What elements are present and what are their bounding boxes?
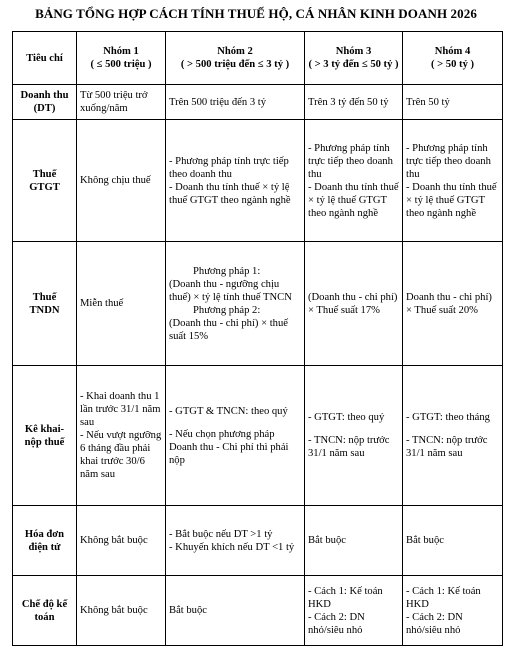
- method-2-text: (Doanh thu - chi phí) × thuế suất 15%: [169, 317, 288, 342]
- group-3-range: ( > 3 tỷ đến ≤ 50 tỷ ): [308, 59, 399, 70]
- spacer: [308, 424, 399, 434]
- method-1-label: Phương pháp 1:: [193, 265, 261, 277]
- tax-summary-table: [12, 31, 503, 646]
- row-revenue: [13, 85, 503, 120]
- row-label-invoice: [13, 506, 77, 576]
- cell-pit-g3: (Doanh thu - chi phí) × Thuế suất 17%: [305, 242, 403, 366]
- header-group-4: [403, 32, 503, 85]
- row-label-declare: [13, 366, 77, 506]
- cell-invoice-g1: Không bắt buộc: [77, 506, 166, 576]
- header-criteria: Tiêu chí: [13, 32, 77, 85]
- row-label-accounting: [13, 576, 77, 646]
- cell-line: - Khuyến khích nếu DT <1 tỷ: [169, 541, 295, 553]
- row-label-line: Doanh thu: [20, 90, 69, 101]
- group-2-range: ( > 500 triệu đến ≤ 3 tỷ ): [180, 59, 290, 70]
- row-label-line: GTGT: [29, 181, 60, 193]
- group-3-name: Nhóm 3: [335, 46, 372, 57]
- cell-line: - GTGT: theo quý: [308, 412, 385, 423]
- cell-declare-g2: [166, 366, 305, 506]
- header-group-3: [305, 32, 403, 85]
- row-label-line: (DT): [33, 103, 56, 114]
- cell-line: - Doanh thu tính thuế × tỷ lệ thuế GTGT theo ngành nghề: [169, 181, 291, 206]
- header-row: [13, 32, 503, 85]
- cell-declare-g4: [403, 366, 503, 506]
- header-group-2: [166, 32, 305, 85]
- row-label-line: Thuế: [32, 168, 57, 180]
- cell-vat-g2: [166, 120, 305, 242]
- cell-revenue-g1: Từ 500 triệu trở xuống/năm: [77, 85, 166, 120]
- cell-line: - Doanh thu tính thuế × tỷ lệ thuế GTGT theo ngành nghề: [308, 181, 399, 219]
- spacer: [406, 424, 499, 434]
- cell-accounting-g1: Không bắt buộc: [77, 576, 166, 646]
- cell-accounting-g3: [305, 576, 403, 646]
- cell-revenue-g4: Trên 50 tỷ: [403, 85, 503, 120]
- row-vat: [13, 120, 503, 242]
- cell-accounting-g2: Bắt buộc: [166, 576, 305, 646]
- header-group-1: [77, 32, 166, 85]
- cell-line: - Cách 2: DN nhỏ/siêu nhỏ: [406, 611, 463, 636]
- method-2-label: Phương pháp 2:: [193, 304, 261, 316]
- cell-line: - Cách 2: DN nhỏ/siêu nhỏ: [308, 611, 365, 636]
- row-label-pit: [13, 242, 77, 366]
- cell-line: - Doanh thu tính thuế × tỷ lệ thuế GTGT theo ngành nghề: [406, 181, 497, 219]
- group-1-name: Nhóm 1: [103, 46, 139, 57]
- cell-line: - Cách 1: Kế toán HKD: [406, 585, 481, 610]
- row-label-line: Chế độ kế: [21, 598, 68, 610]
- row-label-line: Kê khai-: [24, 423, 65, 435]
- row-accounting: [13, 576, 503, 646]
- cell-declare-g3: [305, 366, 403, 506]
- row-label-line: TNDN: [29, 304, 60, 316]
- cell-line: - Phương pháp tính trực tiếp theo doanh thu: [308, 142, 393, 180]
- cell-line: - Phương pháp tính trực tiếp theo doanh thu: [406, 142, 491, 180]
- method-1-text: (Doanh thu - ngưỡng chịu thuế) × tỷ lệ tính thuế TNCN: [169, 278, 292, 303]
- cell-line: - Nếu vượt ngưỡng 6 tháng đầu phải khai trước 30/6 năm sau: [80, 430, 162, 480]
- row-label-vat: [13, 120, 77, 242]
- cell-invoice-g4: Bắt buộc: [403, 506, 503, 576]
- cell-line: - Phương pháp tính trực tiếp theo doanh thu: [169, 155, 289, 180]
- cell-declare-g1: [77, 366, 166, 506]
- row-declare: [13, 366, 503, 506]
- cell-line: - Cách 1: Kế toán HKD: [308, 585, 383, 610]
- cell-pit-g1: Miễn thuế: [77, 242, 166, 366]
- cell-invoice-g3: Bắt buộc: [305, 506, 403, 576]
- cell-revenue-g2: Trên 500 triệu đến 3 tỷ: [166, 85, 305, 120]
- group-4-name: Nhóm 4: [434, 46, 471, 57]
- cell-line: - Nếu chọn phương pháp Doanh thu - Chi phí thì phải nộp: [169, 428, 289, 466]
- row-invoice: [13, 506, 503, 576]
- cell-pit-g4: Doanh thu - chi phí) × Thuế suất 20%: [403, 242, 503, 366]
- cell-line: - TNCN: nộp trước 31/1 năm sau: [308, 435, 390, 459]
- row-label-line: nộp thuế: [24, 436, 65, 448]
- cell-vat-g3: [305, 120, 403, 242]
- cell-revenue-g3: Trên 3 tỷ đến 50 tỷ: [305, 85, 403, 120]
- group-2-name: Nhóm 2: [217, 46, 253, 57]
- group-4-range: ( > 50 tỷ ): [430, 59, 475, 70]
- row-pit: [13, 242, 503, 366]
- cell-line: - GTGT & TNCN: theo quý: [169, 405, 288, 417]
- cell-line: - GTGT: theo tháng: [406, 412, 490, 423]
- cell-invoice-g2: [166, 506, 305, 576]
- cell-line: - Bắt buộc nếu DT >1 tỷ: [169, 528, 273, 540]
- spacer: [169, 418, 301, 428]
- row-label-line: Hóa đơn: [24, 528, 65, 540]
- page-title: BẢNG TỔNG HỢP CÁCH TÍNH THUẾ HỘ, CÁ NHÂN KINH DOANH 2026: [35, 6, 477, 21]
- group-1-range: ( ≤ 500 triệu ): [90, 59, 152, 70]
- cell-vat-g1: Không chịu thuế: [77, 120, 166, 242]
- row-label-line: Thuế: [32, 291, 57, 303]
- cell-pit-g2: [166, 242, 305, 366]
- cell-vat-g4: [403, 120, 503, 242]
- cell-line: - TNCN: nộp trước 31/1 năm sau: [406, 435, 488, 459]
- row-label-revenue: [13, 85, 77, 120]
- cell-accounting-g4: [403, 576, 503, 646]
- row-label-line: toán: [34, 611, 55, 623]
- row-label-line: điện tử: [28, 541, 61, 553]
- cell-line: - Khai doanh thu 1 lần trước 31/1 năm sau: [80, 391, 161, 428]
